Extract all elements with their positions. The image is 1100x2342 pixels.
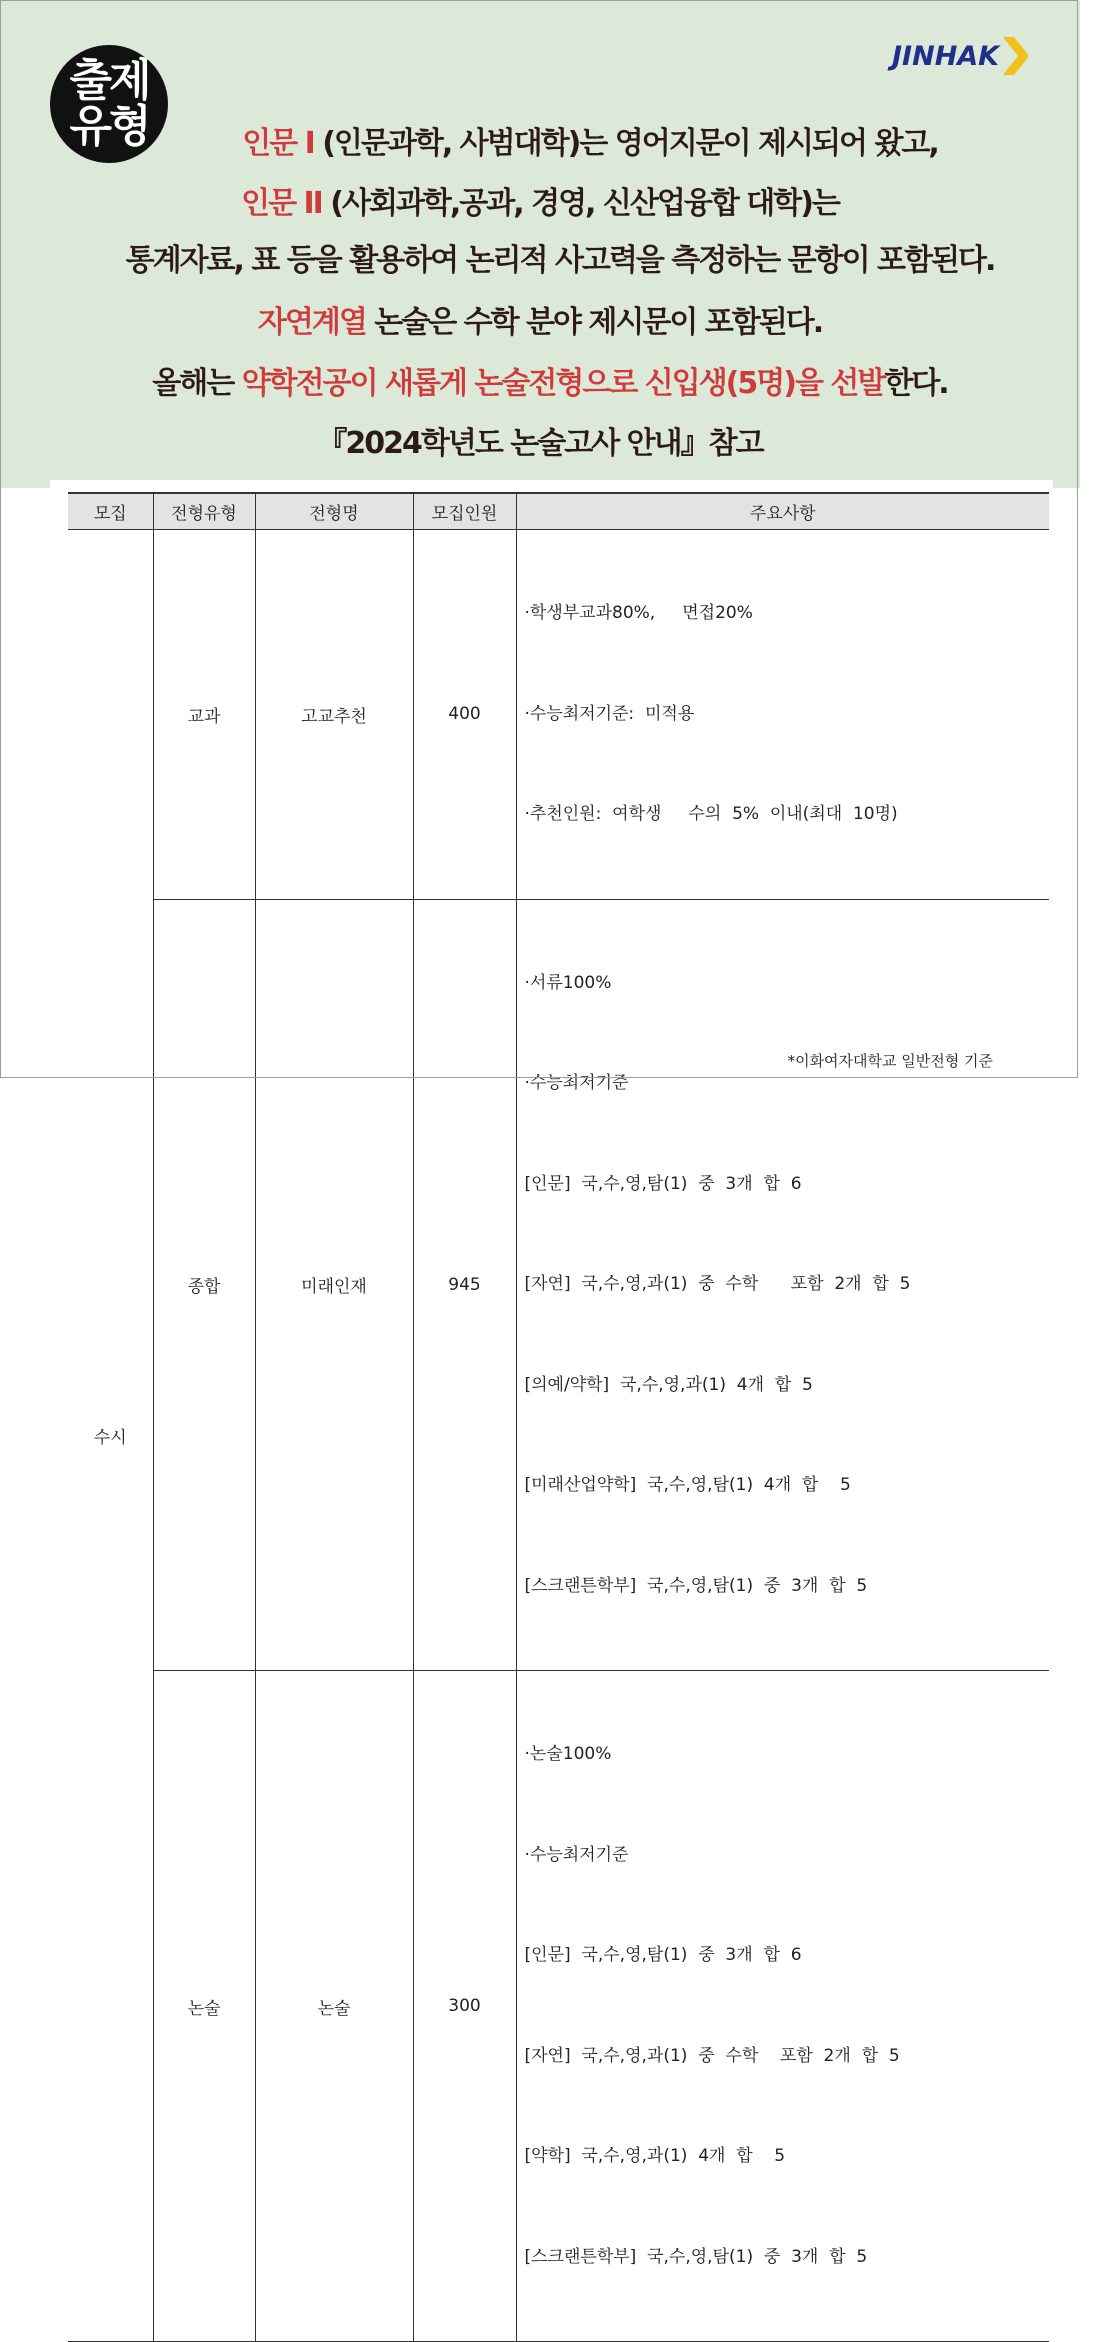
intro-line-3: 통계자료, 표 등을 활용하여 논리적 사고력을 측정하는 문항이 포함된다. bbox=[125, 243, 995, 278]
col-header-type: 전형유형 bbox=[153, 493, 255, 530]
table-footnote: *이화여자대학교 일반전형 기준 bbox=[787, 1052, 993, 1070]
notes-cell bbox=[516, 530, 1049, 900]
intro-line-1-text: (인문과학, 사범대학)는 영어지문이 제시되어 왔고, bbox=[313, 126, 938, 161]
note-line: [자연] 국,수,영,과(1) 중 수학 포함 2개 합 5 bbox=[524, 2045, 900, 2066]
count-cell: 300 bbox=[413, 1671, 516, 2342]
notes-cell bbox=[516, 899, 1049, 1671]
intro-line-1-highlight: 인문 I bbox=[242, 126, 314, 161]
note-line: [인문] 국,수,영,탐(1) 중 3개 합 6 bbox=[524, 1173, 802, 1194]
jinhak-logo bbox=[892, 35, 1031, 77]
note-line: [의예/약학] 국,수,영,과(1) 4개 합 5 bbox=[524, 1374, 813, 1395]
table-row bbox=[68, 1671, 1049, 2342]
intro-line-1 bbox=[110, 118, 1070, 162]
count-cell: 400 bbox=[413, 530, 516, 900]
note-line: ·추천인원: 여학생 수의 5% 이내(최대 10명) bbox=[524, 804, 898, 824]
note-line: [미래산업약학] 국,수,영,탐(1) 4개 합 5 bbox=[524, 1475, 851, 1495]
name-cell: 논술 bbox=[255, 1671, 413, 2342]
intro-line-4-highlight: 자연계열 bbox=[257, 305, 366, 340]
note-line: [자연] 국,수,영,과(1) 중 수학 포함 2개 합 5 bbox=[524, 1274, 911, 1294]
chevron-right-icon bbox=[1001, 35, 1031, 77]
intro-line-5-end: 한다. bbox=[884, 366, 948, 401]
note-line: ·수능최저기준: 미적용 bbox=[524, 703, 695, 724]
note-line: ·수능최저기준 bbox=[524, 1844, 629, 1865]
badge-line-1: 출제 bbox=[69, 55, 149, 106]
note-line: ·서류100% bbox=[524, 972, 612, 993]
intro-line-5-highlight: 약학전공이 새롭게 논술전형으로 신입생(5명)을 선발 bbox=[241, 366, 885, 401]
intro-line-4-text: 논술은 수학 분야 제시문이 포함된다. bbox=[365, 305, 823, 340]
intro-line-2-text: (사회과학,공과, 경영, 신산업융합 대학)는 bbox=[321, 186, 839, 221]
note-line: ·논술100% bbox=[524, 1744, 612, 1764]
table-row bbox=[68, 899, 1049, 1671]
note-line: ·수능최저기준 bbox=[524, 1073, 629, 1093]
col-header-recruit: 모집 bbox=[68, 493, 153, 530]
note-line: ·학생부교과80%, 면접20% bbox=[524, 603, 753, 623]
category-cell: 수시 bbox=[68, 530, 153, 2342]
intro-line-5-start: 올해는 bbox=[152, 366, 242, 401]
note-line: [약학] 국,수,영,과(1) 4개 합 5 bbox=[524, 2146, 786, 2166]
col-header-name: 전형명 bbox=[255, 493, 413, 530]
name-cell: 미래인재 bbox=[255, 899, 413, 1671]
name-cell: 고교추천 bbox=[255, 530, 413, 900]
intro-line-5 bbox=[10, 358, 1090, 402]
type-cell: 교과 bbox=[153, 530, 255, 900]
table-header-row bbox=[68, 493, 1049, 530]
note-line: [스크랜튼학부] 국,수,영,탐(1) 중 3개 합 5 bbox=[524, 2246, 868, 2267]
intro-line-6: 『2024학년도 논술고사 안내』참고 bbox=[317, 426, 763, 461]
type-cell: 종합 bbox=[153, 899, 255, 1671]
logo-text: JINHAK bbox=[892, 40, 1000, 72]
col-header-notes: 주요사항 bbox=[516, 493, 1049, 530]
type-cell: 논술 bbox=[153, 1671, 255, 2342]
note-line: [인문] 국,수,영,탐(1) 중 3개 합 6 bbox=[524, 1945, 802, 1965]
admissions-table bbox=[68, 492, 1049, 2342]
count-cell: 945 bbox=[413, 899, 516, 1671]
badge-line-2: 유형 bbox=[69, 101, 149, 152]
intro-line-2-highlight: 인문 II bbox=[241, 186, 322, 221]
intro-line-2 bbox=[0, 178, 1080, 222]
intro-line-4 bbox=[0, 297, 1080, 341]
admissions-table-panel bbox=[50, 480, 1053, 2267]
table-row bbox=[68, 530, 1049, 900]
col-header-count: 모집인원 bbox=[413, 493, 516, 530]
note-line: [스크랜튼학부] 국,수,영,탐(1) 중 3개 합 5 bbox=[524, 1575, 868, 1596]
notes-cell bbox=[516, 1671, 1049, 2342]
